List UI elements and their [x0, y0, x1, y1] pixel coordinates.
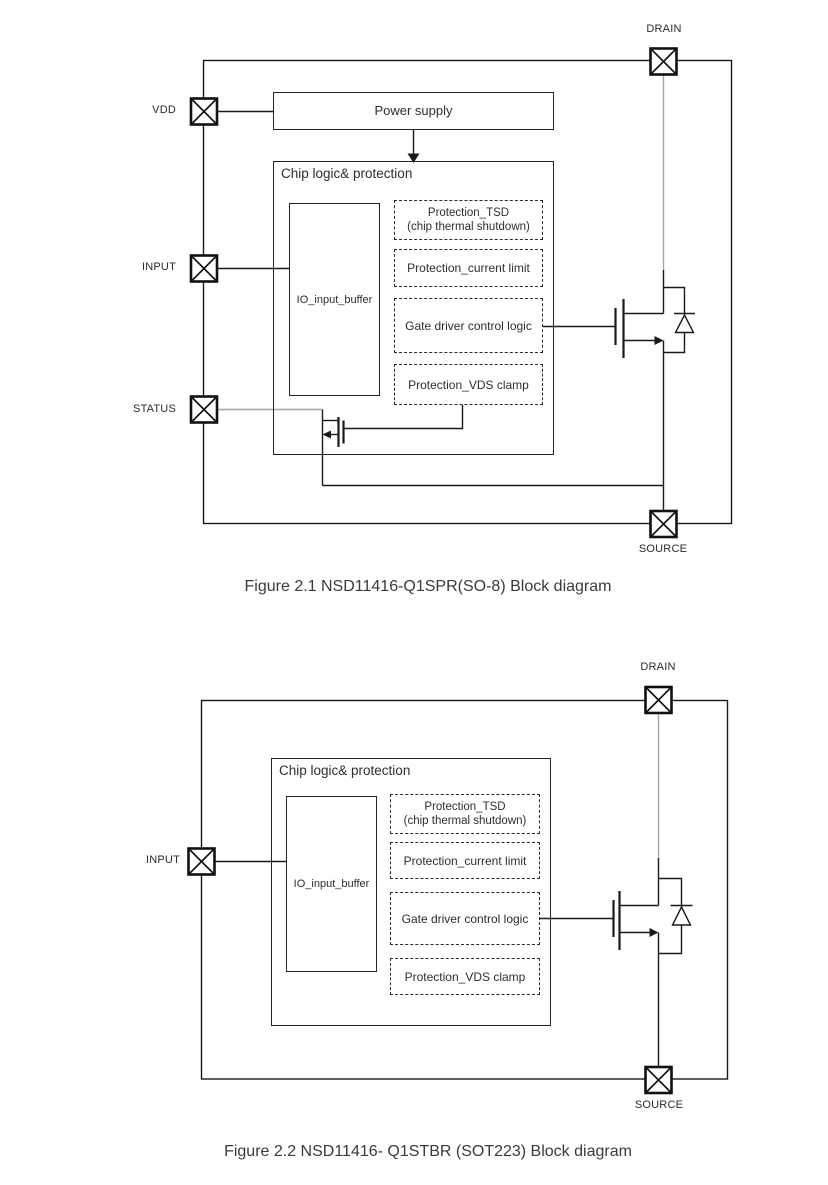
fig1-chip-logic-title: Chip logic& protection [281, 166, 413, 181]
fig1-gate-driver-block [394, 298, 543, 353]
fig2-gate-driver-block [390, 892, 540, 945]
figure-2-2-caption: Figure 2.2 NSD11416- Q1STBR (SOT223) Block diagram [224, 1143, 632, 1160]
fig2-pin-symbol-source [646, 1067, 672, 1093]
fig2-io-input-buffer-block [286, 796, 377, 972]
fig2-power-mosfet [540, 891, 659, 950]
fig1-protection-tsd-line2: (chip thermal shutdown) [407, 221, 530, 233]
fig1-pin-symbol-input [191, 256, 217, 282]
fig2-input-pin-label: INPUT [146, 854, 180, 866]
fig2-gate-driver-label: Gate driver control logic [401, 911, 529, 926]
fig2-mosfet-source-arrowhead [650, 928, 659, 937]
fig1-gate-driver-label: Gate driver control logic [405, 318, 532, 333]
fig1-pin-symbol-drain [651, 49, 677, 75]
fig2-diode-triangle [673, 907, 691, 925]
fig1-power-mosfet [543, 299, 664, 358]
fig2-pin-symbol-drain [646, 687, 672, 713]
fig2-protection-tsd-line1: Protection_TSD [424, 801, 506, 813]
fig1-pin-symbol-status [191, 397, 217, 423]
fig2-protection-vds-clamp-label: Protection_VDS clamp [404, 969, 526, 984]
fig1-drain-pin-label: DRAIN [646, 23, 682, 35]
fig1-power-supply-block [273, 92, 554, 130]
fig1-input-pin-label: INPUT [142, 261, 176, 273]
fig2-source-pin-label: SOURCE [634, 1099, 684, 1111]
fig2-body-diode [659, 879, 693, 954]
figure-2-1-caption: Figure 2.1 NSD11416-Q1SPR(SO-8) Block diagram [244, 578, 612, 595]
fig2-io-input-buffer-label: IO_input_buffer [293, 878, 370, 890]
fig1-protection-current-limit-label: Protection_current limit [407, 261, 530, 275]
fig1-protection-vds-clamp-label: Protection_VDS clamp [408, 377, 529, 392]
fig2-chip-logic-title: Chip logic& protection [279, 763, 411, 778]
fig2-protection-tsd-line2: (chip thermal shutdown) [403, 815, 527, 827]
fig1-protection-tsd-line1: Protection_TSD [427, 207, 510, 219]
fig2-drain-pin-label: DRAIN [640, 661, 676, 673]
fig1-io-input-buffer-block [289, 203, 380, 396]
fig1-status-pin-label: STATUS [133, 403, 176, 415]
fig1-source-pin-label: SOURCE [638, 543, 688, 555]
fig1-diode-triangle [676, 315, 694, 333]
fig1-protection-vds-clamp-block [394, 364, 543, 405]
fig2-protection-tsd-block [390, 794, 540, 834]
fig1-protection-current-limit-block [394, 249, 543, 287]
fig1-pin-symbol-vdd [191, 99, 217, 125]
fig1-pin-symbol-source [651, 511, 677, 537]
fig1-body-diode [664, 288, 696, 353]
fig2-protection-vds-clamp-block [390, 958, 540, 995]
fig1-vdd-pin-label: VDD [152, 104, 176, 116]
fig2-pin-symbol-input [189, 849, 215, 875]
fig1-mosfet-source-arrowhead [655, 336, 664, 345]
fig2-protection-current-limit-block [390, 842, 540, 879]
fig1-io-input-buffer-label: IO_input_buffer [296, 293, 373, 306]
fig2-protection-current-limit-label: Protection_current limit [403, 853, 527, 868]
fig1-power-supply-label: Power supply [374, 103, 453, 118]
fig1-protection-tsd-block [394, 200, 543, 240]
